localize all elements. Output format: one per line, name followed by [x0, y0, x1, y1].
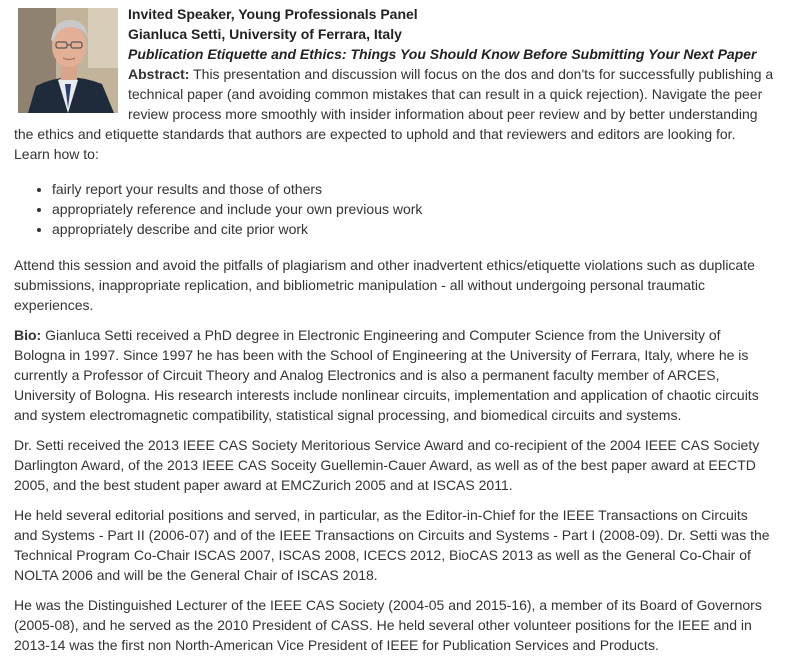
talk-title: Publication Etiquette and Ethics: Things You Should Know Before Submitting Your Next Paper [128, 46, 757, 62]
bio-editorial-paragraph: He held several editorial positions and served, in particular, as the Editor-in-Chief for the IEEE Transactions on Circuits and Systems - Part II (2006-07) and of the IEEE Transactions on Circuits and Systems - Part I (2008-09). Dr. Setti was the Technical Program Co-Chair ISCAS 2007, ISCAS 2008, ICECS 2012, BioCAS 2013 as well as the General Co-Chair of NOLTA 2006 and will be the General Chair of ISCAS 2018. [14, 507, 770, 583]
bio-awards-paragraph: Dr. Setti received the 2013 IEEE CAS Society Meritorious Service Award and co-recipient of the 2004 IEEE CAS Society Darlington Award, of the 2013 IEEE CAS Soceity Guellemin-Cauer Award, as well as of the best paper award at EECTD 2005, and the best student paper award at EMCZurich 2005 and at ISCAS 2011. [14, 437, 760, 493]
speaker-portrait-image [18, 8, 118, 113]
list-item: • appropriately describe and cite prior work [52, 219, 774, 239]
bio-paragraph [14, 325, 774, 425]
learning-points-list [14, 179, 774, 239]
list-item: • appropriately reference and include your own previous work [52, 199, 774, 219]
abstract-text: This presentation and discussion will focus on the dos and don'ts for successfully publishing a technical paper (and avoiding common mistakes that can result in a quick rejection). Navigate the peer review process more smoothly with insider information about peer review and by better understanding the ethics and etiquette standards that authors are expected to uphold and that reviewers and editors are looking for. Learn how to: [14, 66, 774, 162]
abstract-closing: Attend this session and avoid the pitfalls of plagiarism and other inadvertent ethics/etiquette violations such as duplicate submissions, inappropriate replication, and bibliometric manipulation - all without undergoing personal traumatic experiences. [14, 257, 755, 313]
abstract-paragraph [14, 64, 774, 164]
speaker-profile [14, 4, 774, 655]
bio-text: Gianluca Setti received a PhD degree in Electronic Engineering and Computer Science from the University of Bologna in 1997. Since 1997 he has been with the School of Engineering at the University of Ferrara, Italy, where he is currently a Professor of Circuit Theory and Analog Electronics and is also a permanent faculty member of ARCES, University of Bologna. His research interests include nonlinear circuits, implementation and application of chaotic circuits and system electromagnetic compatibility, statistical signal processing, and biomedical circuits and systems. [14, 327, 759, 423]
list-item: • fairly report your results and those of others [52, 179, 774, 199]
speaker-role: Invited Speaker, Young Professionals Panel [128, 6, 418, 22]
abstract-label: Abstract: [128, 66, 190, 82]
bio-label: Bio: [14, 327, 42, 343]
speaker-name-affiliation: Gianluca Setti, University of Ferrara, Italy [128, 26, 402, 42]
bio-service-paragraph: He was the Distinguished Lecturer of the IEEE CAS Society (2004-05 and 2015-16), a member of its Board of Governors (2005-08), and he served as the 2010 President of CASS. He held several other volunteer positions for the IEEE and in 2013-14 was the first non North-American Vice President of IEEE for Publication Services and Products. [14, 597, 762, 653]
speaker-photo [18, 8, 118, 113]
